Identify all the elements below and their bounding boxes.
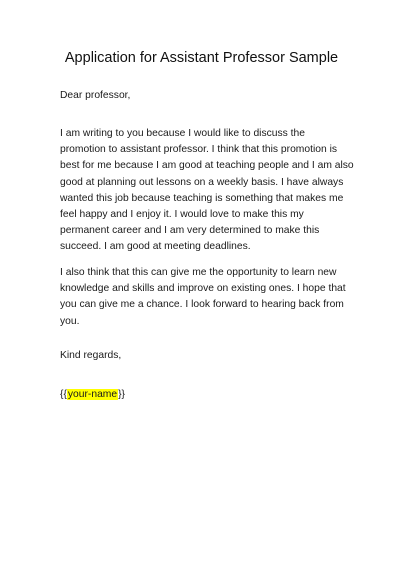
paragraph-1 bbox=[60, 126, 354, 256]
signature-suffix: }} bbox=[118, 389, 125, 400]
paragraph-line: knowledge and skills and improve on existing ones. I hope that bbox=[60, 283, 346, 295]
name-placeholder[interactable]: your-name bbox=[67, 389, 118, 400]
paragraph-line: you. bbox=[60, 315, 80, 327]
paragraph-line: permanent career and I am very determined to make this bbox=[60, 225, 320, 237]
paragraph-line: I am writing to you because I would like to discuss the bbox=[60, 128, 305, 139]
paragraph-2 bbox=[60, 265, 345, 330]
paragraph-line: promotion to assistant professor. I think that this promotion is bbox=[60, 144, 338, 156]
signature bbox=[60, 387, 345, 403]
document-title: Application for Assistant Professor Sample bbox=[64, 50, 339, 66]
paragraph-line: I also think that this can give me the opportunity to learn new bbox=[60, 267, 337, 278]
paragraph-line: you can give me a chance. I look forward to hearing back from bbox=[60, 299, 344, 311]
paragraph-line: good at planning out lessons on a weekly basis. I have always bbox=[60, 176, 344, 188]
paragraph-line: best for me because I am good at teaching people and I am also bbox=[60, 160, 354, 172]
paragraph-line: feel happy and I enjoy it. I would love to make this my bbox=[60, 209, 304, 221]
paragraph-line: wanted this job because teaching is something that makes me bbox=[60, 192, 344, 204]
signature-prefix: {{ bbox=[60, 389, 67, 400]
closing: Kind regards, bbox=[60, 350, 122, 361]
paragraph-line: succeed. I am good at meeting deadlines. bbox=[60, 241, 251, 253]
greeting: Dear professor, bbox=[60, 90, 131, 101]
